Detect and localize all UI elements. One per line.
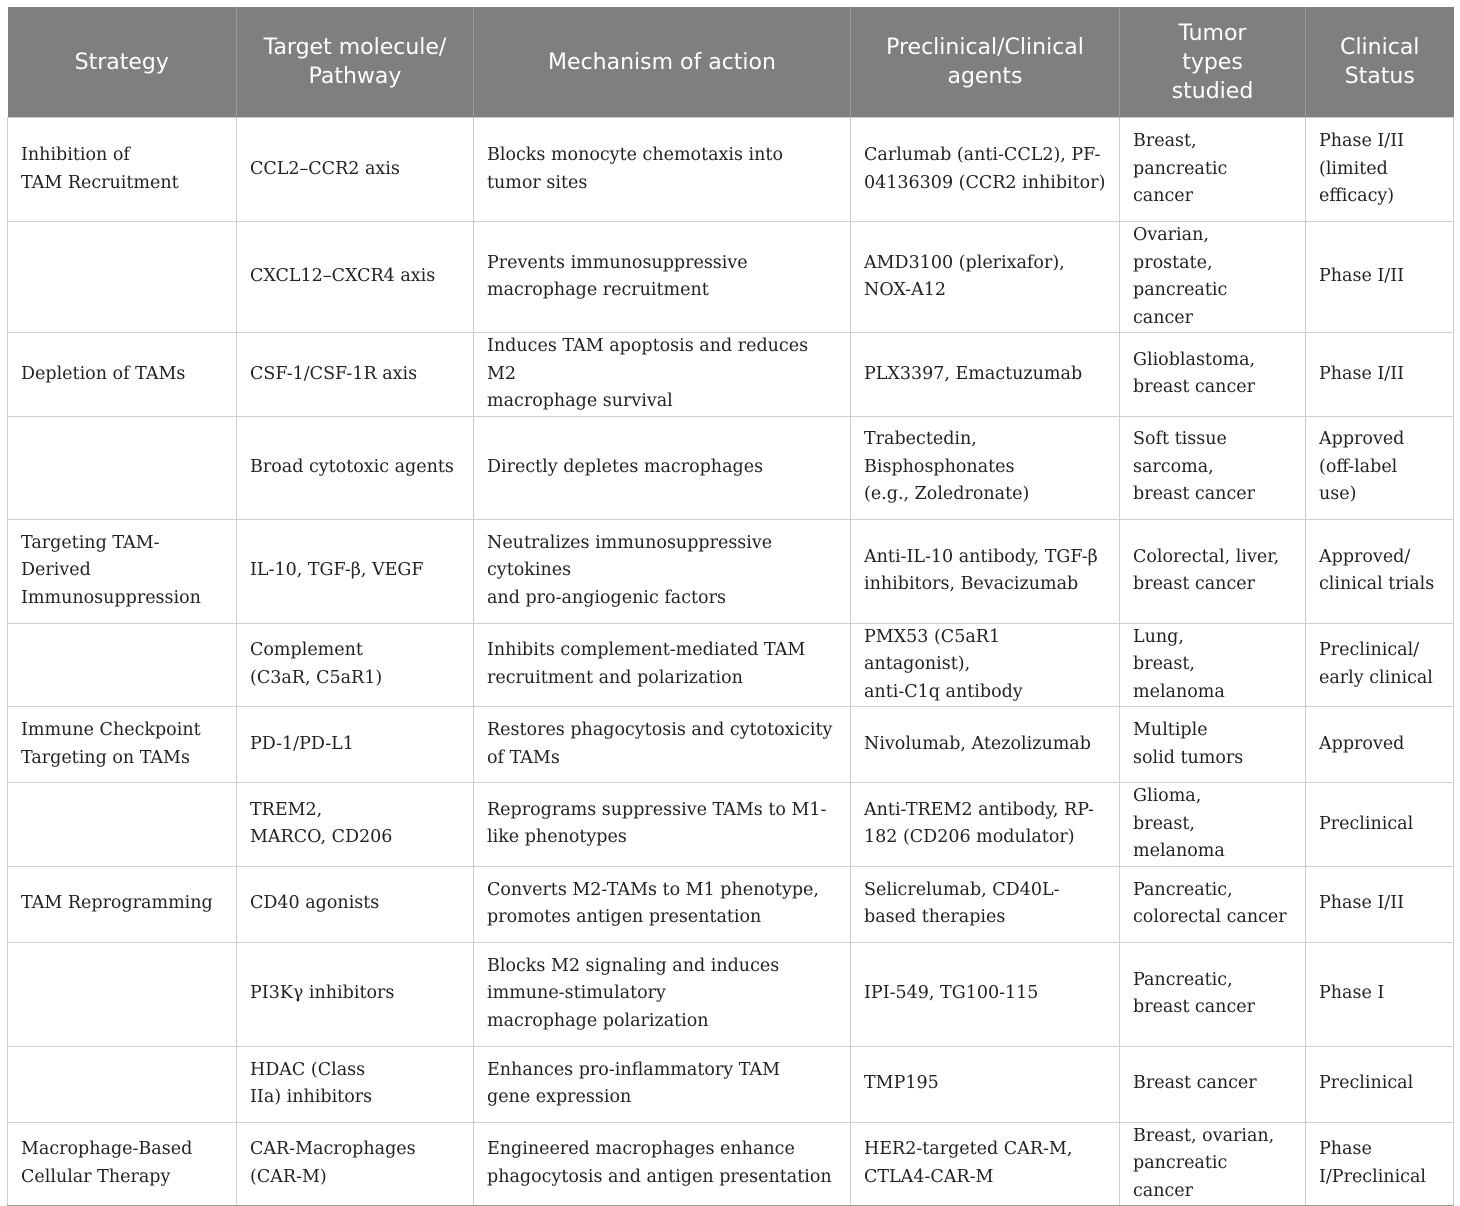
cell-target: CCL2–CCR2 axis — [237, 118, 474, 222]
cell-agents: IPI-549, TG100-115 — [851, 942, 1120, 1046]
cell-tumor-types: Colorectal, liver, breast cancer — [1120, 519, 1306, 623]
cell-tumor-types: Breast, ovarian, pancreatic cancer — [1120, 1122, 1306, 1206]
table-row — [8, 416, 1454, 519]
cell-target: CAR-Macrophages (CAR-M) — [237, 1122, 474, 1206]
cell-status: Preclinical — [1306, 783, 1454, 867]
cell-strategy — [8, 416, 237, 519]
cell-mechanism: Induces TAM apoptosis and reduces M2 macrophage survival — [474, 333, 851, 417]
cell-status: Approved (off-label use) — [1306, 416, 1454, 519]
cell-agents: Selicrelumab, CD40L- based therapies — [851, 866, 1120, 942]
cell-agents: Nivolumab, Atezolizumab — [851, 707, 1120, 783]
cell-tumor-types: Breast, pancreatic cancer — [1120, 118, 1306, 222]
header-mechanism: Mechanism of action — [474, 7, 851, 118]
cell-mechanism: Blocks M2 signaling and induces immune-stimulatory macrophage polarization — [474, 942, 851, 1046]
header-strategy: Strategy — [8, 7, 237, 118]
cell-tumor-types: Soft tissue sarcoma, breast cancer — [1120, 416, 1306, 519]
cell-agents: PLX3397, Emactuzumab — [851, 333, 1120, 417]
cell-status: Phase I/II — [1306, 222, 1454, 333]
cell-status: Phase I/II (limited efficacy) — [1306, 118, 1454, 222]
table-row — [8, 866, 1454, 942]
cell-agents: PMX53 (C5aR1 antagonist), anti-C1q antibody — [851, 623, 1120, 707]
cell-status: Phase I/II — [1306, 866, 1454, 942]
header-agents: Preclinical/Clinical agents — [851, 7, 1120, 118]
cell-agents: TMP195 — [851, 1046, 1120, 1122]
cell-status: Approved/ clinical trials — [1306, 519, 1454, 623]
table-row — [8, 118, 1454, 222]
header-tumor-types: Tumor types studied — [1120, 7, 1306, 118]
cell-mechanism: Directly depletes macrophages — [474, 416, 851, 519]
cell-mechanism: Engineered macrophages enhance phagocytosis and antigen presentation — [474, 1122, 851, 1206]
cell-target: CD40 agonists — [237, 866, 474, 942]
cell-status: Approved — [1306, 707, 1454, 783]
cell-agents: Anti-IL-10 antibody, TGF-β inhibitors, Bevacizumab — [851, 519, 1120, 623]
cell-status: Phase I — [1306, 942, 1454, 1046]
cell-strategy: Inhibition of TAM Recruitment — [8, 118, 237, 222]
cell-tumor-types: Glioblastoma, breast cancer — [1120, 333, 1306, 417]
table-row — [8, 1046, 1454, 1122]
cell-strategy: Immune Checkpoint Targeting on TAMs — [8, 707, 237, 783]
cell-strategy — [8, 222, 237, 333]
cell-strategy: Macrophage-Based Cellular Therapy — [8, 1122, 237, 1206]
cell-tumor-types: Multiple solid tumors — [1120, 707, 1306, 783]
cell-mechanism: Reprograms suppressive TAMs to M1- like phenotypes — [474, 783, 851, 867]
cell-tumor-types: Pancreatic, breast cancer — [1120, 942, 1306, 1046]
cell-mechanism: Blocks monocyte chemotaxis into tumor sites — [474, 118, 851, 222]
cell-tumor-types: Lung, breast, melanoma — [1120, 623, 1306, 707]
cell-target: TREM2, MARCO, CD206 — [237, 783, 474, 867]
table-row — [8, 623, 1454, 707]
cell-target: Complement (C3aR, C5aR1) — [237, 623, 474, 707]
cell-strategy — [8, 1046, 237, 1122]
cell-status: Phase I/Preclinical — [1306, 1122, 1454, 1206]
cell-mechanism: Inhibits complement-mediated TAM recruitment and polarization — [474, 623, 851, 707]
cell-status: Preclinical/ early clinical — [1306, 623, 1454, 707]
cell-status: Phase I/II — [1306, 333, 1454, 417]
cell-strategy: TAM Reprogramming — [8, 866, 237, 942]
table-body — [8, 118, 1454, 1206]
cell-mechanism: Restores phagocytosis and cytotoxicity of TAMs — [474, 707, 851, 783]
table-row — [8, 519, 1454, 623]
header-target-molecule: Target molecule/ Pathway — [237, 7, 474, 118]
cell-strategy — [8, 942, 237, 1046]
cell-target: PD-1/PD-L1 — [237, 707, 474, 783]
cell-agents: AMD3100 (plerixafor), NOX-A12 — [851, 222, 1120, 333]
cell-strategy — [8, 783, 237, 867]
table-row — [8, 942, 1454, 1046]
cell-strategy: Targeting TAM- Derived Immunosuppression — [8, 519, 237, 623]
table-header — [8, 7, 1454, 118]
cell-agents: HER2-targeted CAR-M, CTLA4-CAR-M — [851, 1122, 1120, 1206]
cell-mechanism: Converts M2-TAMs to M1 phenotype, promotes antigen presentation — [474, 866, 851, 942]
tam-strategies-table — [7, 7, 1454, 1206]
cell-target: CSF-1/CSF-1R axis — [237, 333, 474, 417]
cell-tumor-types: Pancreatic, colorectal cancer — [1120, 866, 1306, 942]
cell-target: Broad cytotoxic agents — [237, 416, 474, 519]
table-row — [8, 1122, 1454, 1206]
cell-agents: Trabectedin, Bisphosphonates (e.g., Zoledronate) — [851, 416, 1120, 519]
table-row — [8, 783, 1454, 867]
header-clinical-status: Clinical Status — [1306, 7, 1454, 118]
cell-target: CXCL12–CXCR4 axis — [237, 222, 474, 333]
table-row — [8, 707, 1454, 783]
cell-strategy: Depletion of TAMs — [8, 333, 237, 417]
cell-target: PI3Kγ inhibitors — [237, 942, 474, 1046]
header-row — [8, 7, 1454, 118]
cell-tumor-types: Breast cancer — [1120, 1046, 1306, 1122]
cell-tumor-types: Ovarian, prostate, pancreatic cancer — [1120, 222, 1306, 333]
cell-strategy — [8, 623, 237, 707]
cell-mechanism: Neutralizes immunosuppressive cytokines and pro-angiogenic factors — [474, 519, 851, 623]
cell-agents: Anti-TREM2 antibody, RP- 182 (CD206 modulator) — [851, 783, 1120, 867]
cell-agents: Carlumab (anti-CCL2), PF- 04136309 (CCR2 inhibitor) — [851, 118, 1120, 222]
cell-mechanism: Prevents immunosuppressive macrophage recruitment — [474, 222, 851, 333]
cell-tumor-types: Glioma, breast, melanoma — [1120, 783, 1306, 867]
cell-status: Preclinical — [1306, 1046, 1454, 1122]
cell-mechanism: Enhances pro-inflammatory TAM gene expression — [474, 1046, 851, 1122]
cell-target: IL-10, TGF-β, VEGF — [237, 519, 474, 623]
cell-target: HDAC (Class IIa) inhibitors — [237, 1046, 474, 1122]
table-row — [8, 333, 1454, 417]
table-row — [8, 222, 1454, 333]
